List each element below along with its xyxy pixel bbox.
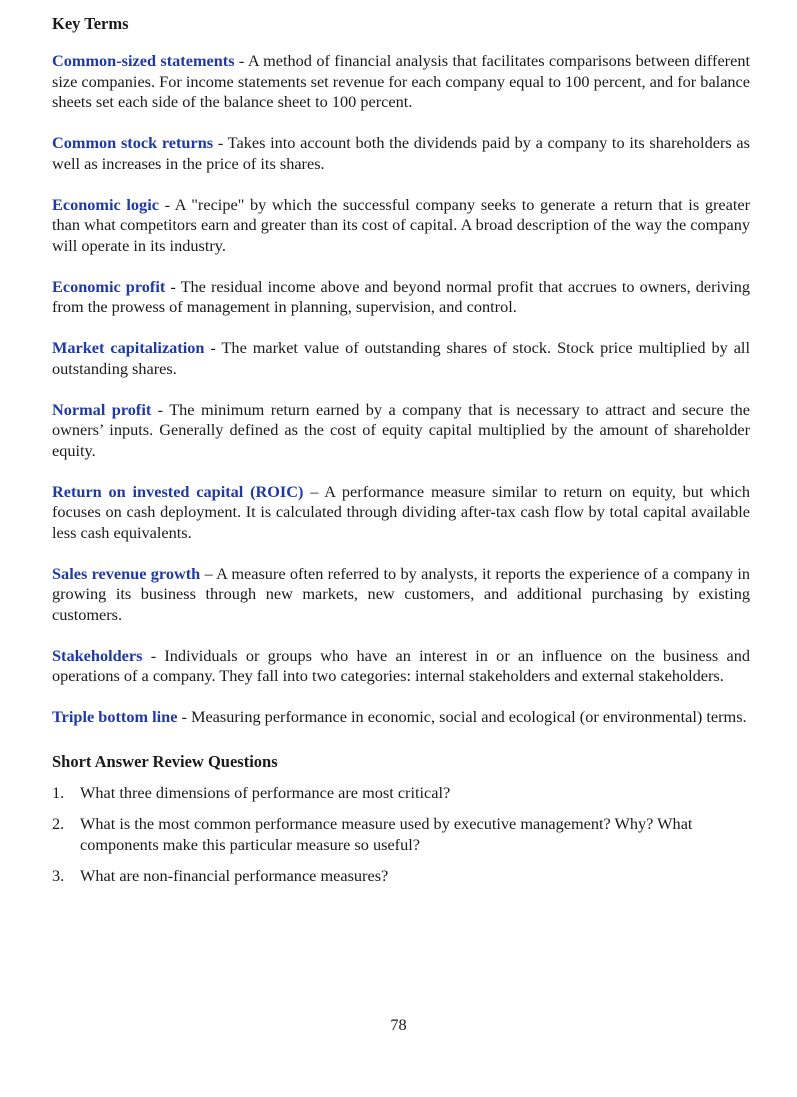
term-definition: - A method of financial analysis that facilitates comparisons between different size companies. For income statements set revenue for each company equal to 100 percent, and for balance sheets set each side of the balance sheet to 100 percent.	[52, 51, 751, 111]
document-page	[52, 14, 750, 898]
term-definition: - A "recipe" by which the successful company seeks to generate a return that is greater than what competitors earn and greater than its cost of capital. A broad description of the way the company will operate in its industry.	[52, 194, 751, 255]
term-name: Stakeholders	[52, 645, 143, 665]
page-number: 78	[390, 1015, 407, 1034]
term-name: Triple bottom line	[52, 707, 178, 726]
question-number: 3.	[52, 866, 65, 885]
term-name: Normal profit	[52, 399, 152, 419]
term-name: Return on invested capital (ROIC)	[52, 481, 304, 501]
key-terms-list	[52, 51, 750, 728]
term-definition: – A performance measure similar to return on equity, but which focuses on cash deployment. It is calculated through dividing after-tax cash flow by total capital available less cash equivalents.	[52, 481, 751, 542]
question-text: What is the most common performance measure used by executive management? Why? What components make this particular measure so useful?	[80, 814, 693, 854]
term-name: Sales revenue growth	[52, 563, 201, 583]
term-entry	[52, 400, 750, 462]
term-entry	[52, 338, 750, 379]
term-entry	[52, 277, 750, 318]
term-name: Common-sized statements	[52, 51, 235, 70]
term-definition: - Individuals or groups who have an interest in or an influence on the business and operations of a company. They fall into two categories: internal stakeholders and external stakeholders.	[52, 645, 750, 685]
term-entry	[52, 482, 750, 544]
term-definition: - The residual income above and beyond normal profit that accrues to owners, deriving from the prowess of management in planning, supervision, and control.	[52, 276, 751, 316]
term-entry	[52, 646, 750, 687]
term-definition: - The market value of outstanding shares of stock. Stock price multiplied by all outstanding shares.	[52, 338, 750, 378]
term-name: Economic logic	[52, 194, 159, 214]
term-entry	[52, 564, 750, 626]
term-entry	[52, 51, 750, 113]
question-number: 2.	[52, 814, 65, 833]
question-item	[52, 814, 750, 855]
term-entry	[52, 707, 750, 728]
term-name: Economic profit	[52, 276, 166, 296]
review-questions-list	[52, 783, 750, 887]
term-entry	[52, 195, 750, 257]
term-definition: – A measure often referred to by analysts, it reports the experience of a company in growing its business through new markets, new customers, and additional purchasing by existing customers.	[52, 563, 750, 624]
term-definition: - Measuring performance in economic, social and ecological (or environmental) terms.	[177, 707, 747, 726]
term-definition: - The minimum return earned by a company that is necessary to attract and secure the owners’ inputs. Generally defined as the cost of equity capital multiplied by the amount of shareholder equity.	[52, 399, 750, 460]
question-number: 1.	[52, 782, 65, 802]
question-item	[52, 783, 750, 804]
short-answer-heading: Short Answer Review Questions	[52, 751, 278, 771]
question-item	[52, 866, 750, 887]
question-text: What three dimensions of performance are most critical?	[80, 782, 451, 802]
key-terms-heading: Key Terms	[52, 14, 129, 33]
term-definition: - Takes into account both the dividends paid by a company to its shareholders as well as increases in the price of its shares.	[52, 133, 750, 173]
term-entry	[52, 133, 750, 174]
question-text: What are non-financial performance measures?	[80, 866, 389, 885]
term-name: Market capitalization	[52, 338, 205, 357]
term-name: Common stock returns	[52, 133, 214, 152]
